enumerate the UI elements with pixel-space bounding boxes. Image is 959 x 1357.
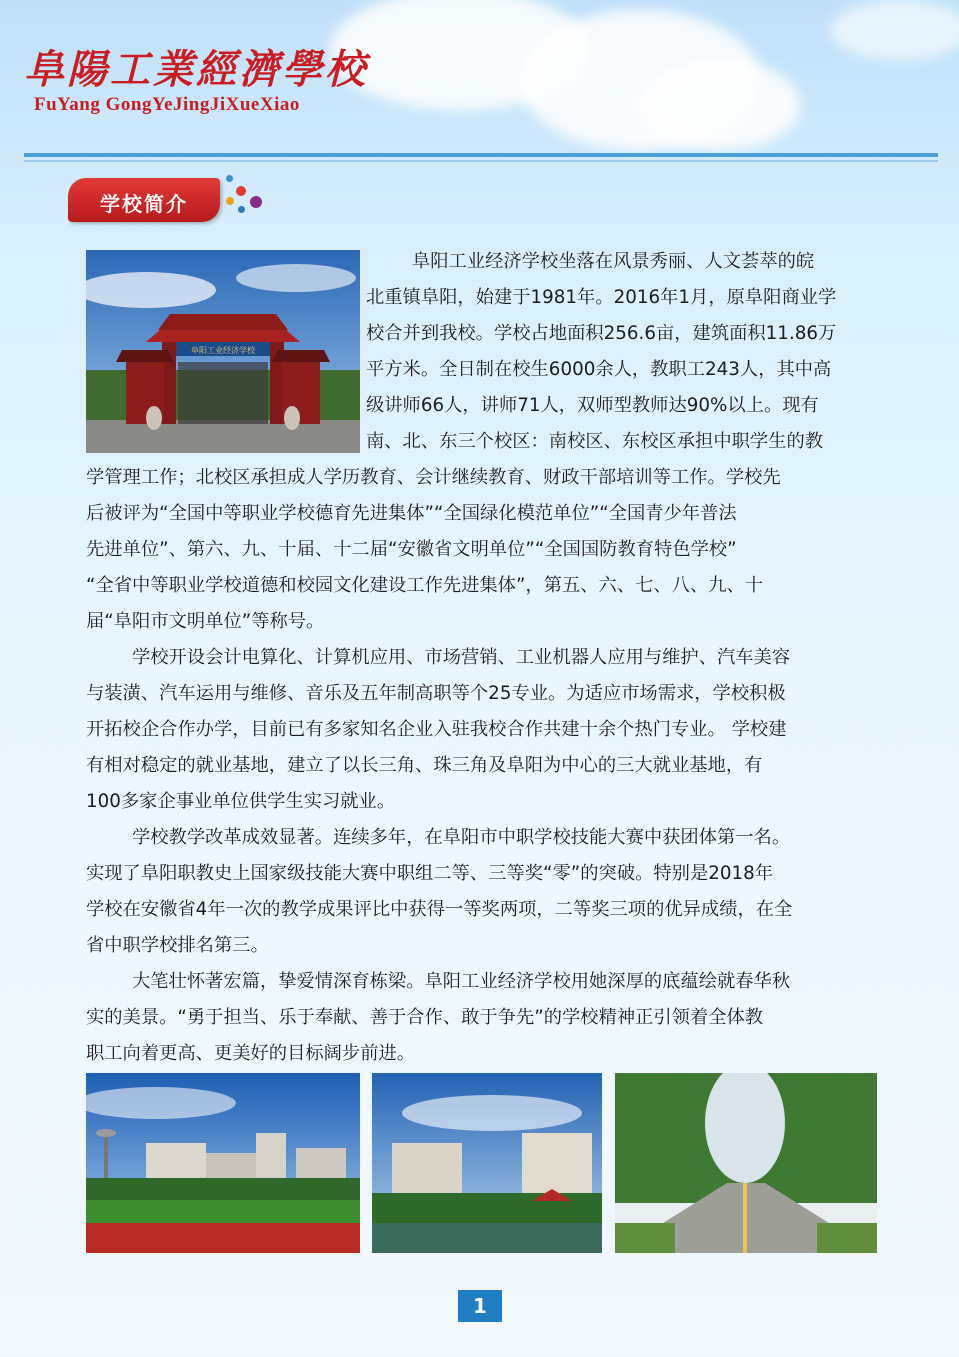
header-divider bbox=[24, 153, 938, 157]
school-logo-english: FuYang GongYeJingJiXueXiao bbox=[34, 94, 300, 115]
text-line: “全省中等职业学校道德和校园文化建设工作先进集体”，第五、六、七、八、九、十 bbox=[86, 575, 764, 596]
text-line: 先进单位”、第六、九、十届、十二届“安徽省文明单位”“全国国防教育特色学校” bbox=[86, 539, 737, 560]
text-line: 后被评为“全国中等职业学校德育先进集体”“全国绿化模范单位”“全国青少年普法 bbox=[86, 503, 737, 524]
text-line: 学校教学改革成效显著。连续多年，在阜阳市中职学校技能大赛中获团体第一名。 bbox=[132, 827, 791, 848]
text-line: 实的美景。“勇于担当、乐于奉献、善于合作、敢于争先”的学校精神正引领着全体教 bbox=[86, 1007, 764, 1028]
intro-paragraph-continued bbox=[86, 460, 886, 1072]
campus-field-photo bbox=[86, 1073, 360, 1253]
header-divider-thin bbox=[24, 160, 938, 162]
text-line: 阜阳工业经济学校坐落在风景秀丽、人文荟萃的皖 bbox=[412, 251, 815, 272]
text-line: 有相对稳定的就业基地，建立了以长三角、珠三角及阜阳为中心的三大就业基地，有 bbox=[86, 755, 763, 776]
school-gate-photo bbox=[86, 250, 360, 453]
text-line: 开拓校企合作办学，目前已有多家知名企业入驻我校合作共建十余个热门专业。 学校建 bbox=[86, 719, 787, 740]
text-line: 南、北、东三个校区：南校区、东校区承担中职学生的教 bbox=[366, 431, 824, 452]
section-title: 学校简介 bbox=[100, 192, 188, 216]
page-header bbox=[0, 0, 959, 170]
text-line: 100多家企事业单位供学生实习就业。 bbox=[86, 791, 396, 812]
text-line: 学校在安徽省4年一次的教学成果评比中获得一等奖两项，二等奖三项的优异成绩，在全 bbox=[86, 899, 793, 920]
text-line: 校合并到我校。学校占地面积256.6亩，建筑面积11.86万 bbox=[366, 323, 837, 344]
text-line: 级讲师66人，讲师71人，双师型教师达90%以上。现有 bbox=[366, 395, 819, 416]
text-line: 平方米。全日制在校生6000余人，教职工243人，其中高 bbox=[366, 359, 832, 380]
text-line: 届“阜阳市文明单位”等称号。 bbox=[86, 611, 325, 632]
page-number: 1 bbox=[458, 1290, 502, 1322]
text-line: 职工向着更高、更美好的目标阔步前进。 bbox=[86, 1043, 416, 1064]
text-line: 省中职学校排名第三。 bbox=[86, 935, 269, 956]
gate-plaque-text: 阜阳工业经济学校 bbox=[191, 346, 255, 355]
text-line: 大笔壮怀著宏篇，挚爱情深育栋梁。阜阳工业经济学校用她深厚的底蕴绘就春华秋 bbox=[132, 971, 791, 992]
text-line: 学校开设会计电算化、计算机应用、市场营销、工业机器人应用与维护、汽车美容 bbox=[132, 647, 791, 668]
campus-avenue-photo bbox=[615, 1073, 877, 1253]
text-line: 北重镇阜阳，始建于1981年。2016年1月，原阜阳商业学 bbox=[366, 287, 837, 308]
text-line: 学管理工作；北校区承担成人学历教育、会计继续教育、财政干部培训等工作。学校先 bbox=[86, 467, 781, 488]
school-logo-chinese: 阜陽工業經濟學校 bbox=[24, 46, 368, 93]
intro-paragraph bbox=[366, 244, 886, 460]
campus-pond-photo bbox=[372, 1073, 602, 1253]
text-line: 与装潢、汽车运用与维修、音乐及五年制高职等个25专业。为适应市场需求，学校积极 bbox=[86, 683, 786, 704]
text-line: 实现了阜阳职教史上国家级技能大赛中职组二等、三等奖“零”的突破。特别是2018年 bbox=[86, 863, 774, 884]
